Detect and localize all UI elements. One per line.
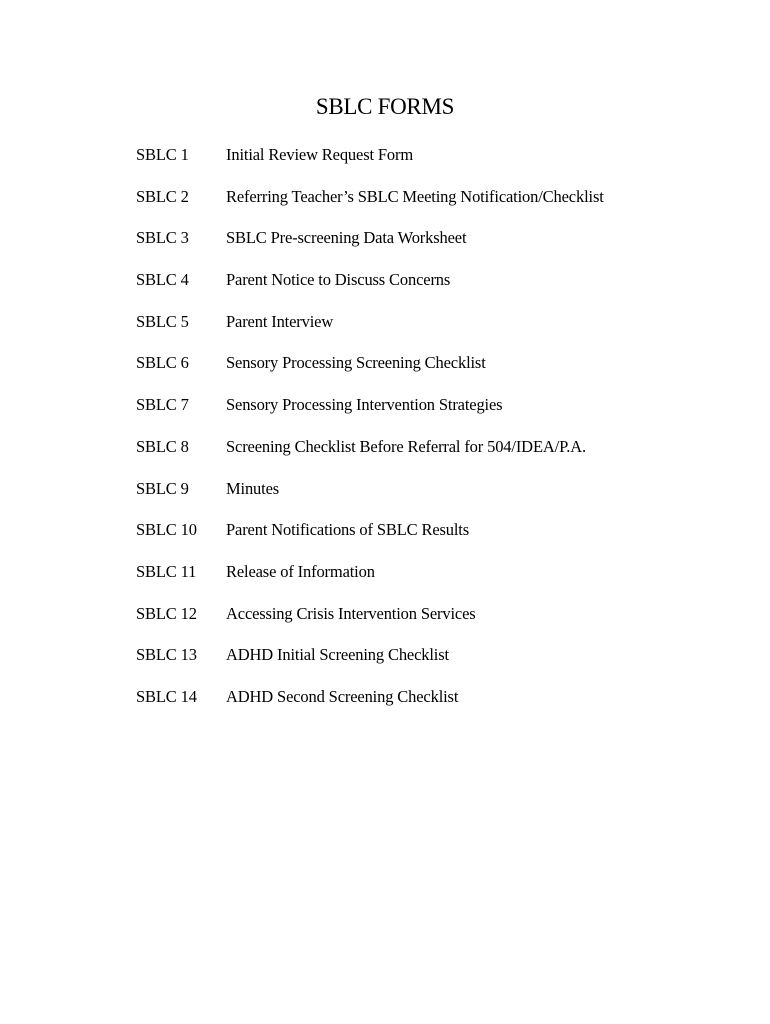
list-item [136,351,696,393]
form-name: Release of Information [226,561,375,581]
list-item [136,226,696,268]
form-code: SBLC 7 [136,395,189,415]
list-item [136,310,696,352]
form-code: SBLC 12 [136,603,197,623]
form-code: SBLC 1 [136,145,189,164]
form-code: SBLC 9 [136,478,189,498]
form-code: SBLC 4 [136,270,189,290]
form-code: SBLC 2 [136,186,189,206]
form-name: Parent Interview [226,311,334,331]
form-name: ADHD Initial Screening Checklist [226,645,449,665]
form-code: SBLC 8 [136,436,189,456]
form-name: ADHD Second Screening Checklist [226,686,459,706]
form-code: SBLC 5 [136,311,189,331]
list-item [136,518,696,560]
list-item [136,393,696,435]
form-name: Sensory Processing Screening Checklist [226,353,486,373]
form-name: Parent Notice to Discuss Concerns [226,270,451,290]
form-code: SBLC 11 [136,561,197,581]
form-name: Sensory Processing Intervention Strategies [226,395,503,415]
list-item [136,477,696,519]
form-name: Parent Notifications of SBLC Results [226,520,470,540]
list-item [136,685,696,727]
list-item [136,643,696,685]
list-item [136,143,696,185]
list-item [136,560,696,602]
list-item [136,602,696,644]
form-code: SBLC 13 [136,645,197,665]
form-code: SBLC 6 [136,353,189,373]
list-item [136,185,696,227]
list-item [136,268,696,310]
form-code: SBLC 3 [136,228,189,248]
list-item [136,435,696,477]
form-name: Accessing Crisis Intervention Services [226,603,476,623]
form-name: Minutes [226,478,280,498]
form-name: Screening Checklist Before Referral for 504/IDEA/P.A. [226,436,586,456]
form-code: SBLC 14 [136,686,197,706]
page-title: SBLC FORMS [315,94,455,119]
form-name: SBLC Pre-screening Data Worksheet [226,228,467,248]
form-name: Initial Review Request Form [226,145,414,164]
form-code: SBLC 10 [136,520,197,540]
forms-list [136,143,696,727]
form-name: Referring Teacher’s SBLC Meeting Notification/Checklist [226,186,604,206]
